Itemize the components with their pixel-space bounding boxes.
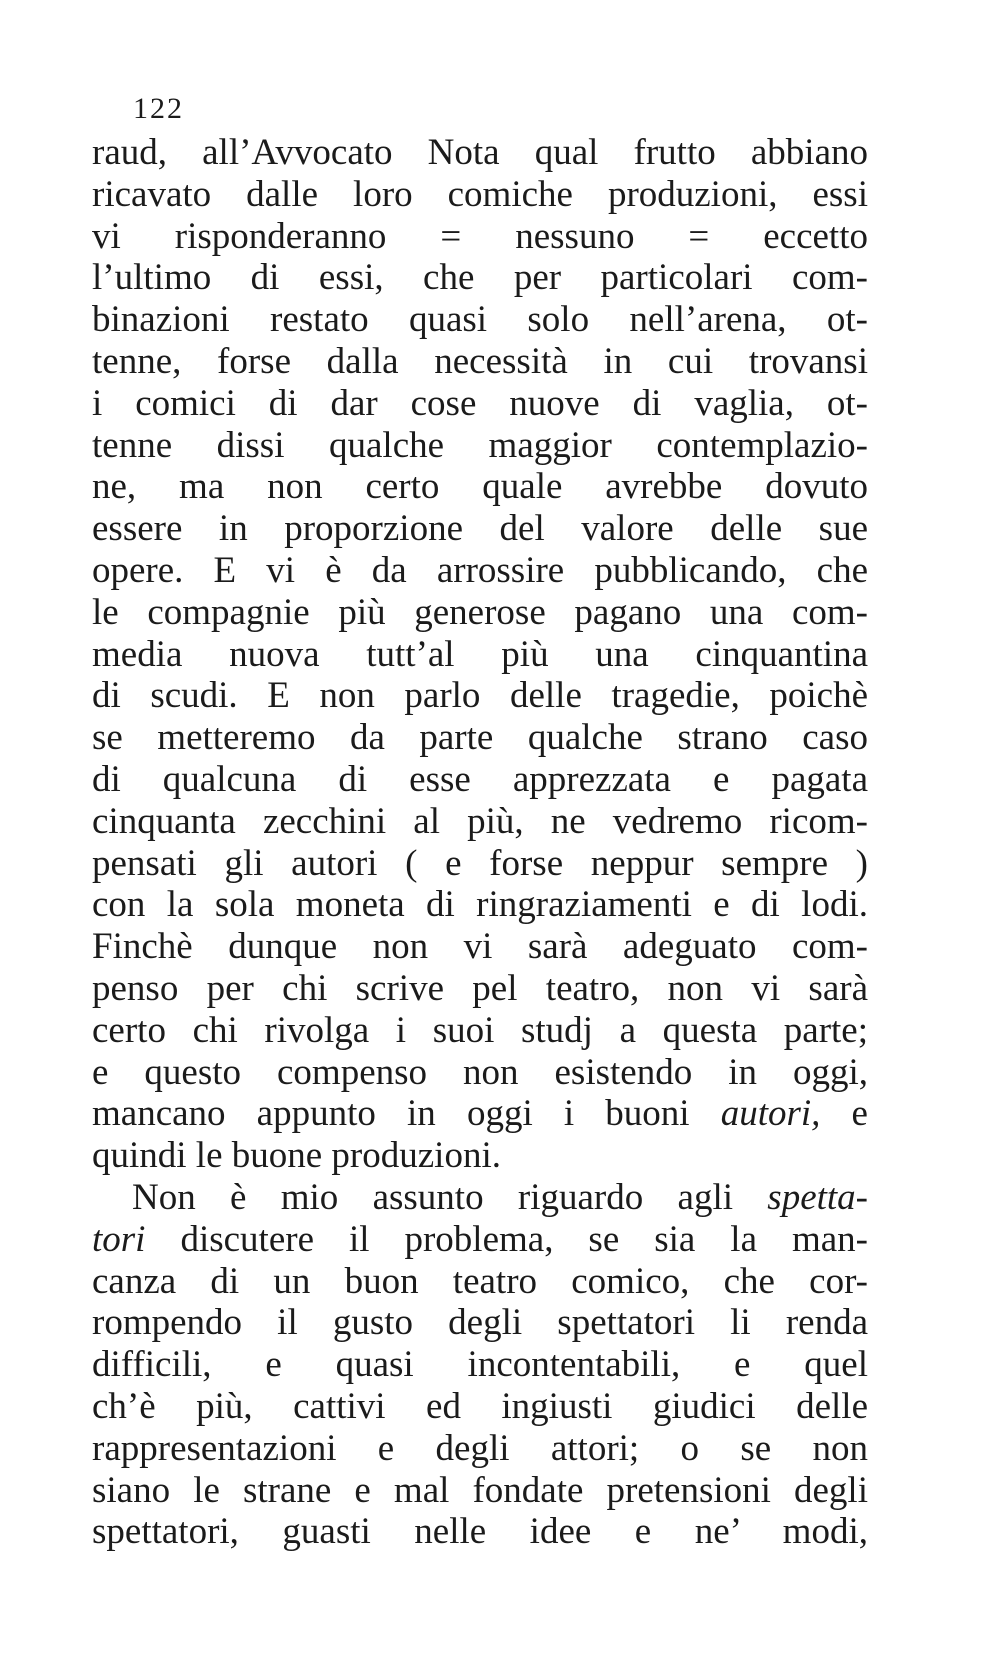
text-line	[92, 1093, 868, 1135]
text-run: Non è mio assunto riguardo agli	[132, 1176, 768, 1218]
text-run: di qualcuna di esse apprezzata e pagata	[92, 758, 868, 800]
text-run: spettatori, guasti nelle idee e ne’ modi,	[92, 1511, 868, 1553]
text-line	[92, 1470, 868, 1512]
text-run: essere in proporzione del valore delle sue	[92, 508, 868, 550]
text-line	[92, 926, 868, 968]
text-run: di scudi. E non parlo delle tragedie, poichè	[92, 675, 868, 717]
text-line	[92, 1261, 868, 1303]
text-line	[92, 592, 868, 634]
text-line	[92, 425, 868, 467]
text-run: i comici di dar cose nuove di vaglia, ot-	[92, 382, 868, 424]
text-line	[92, 508, 868, 550]
text-run: tori	[92, 1218, 146, 1260]
text-line	[92, 174, 868, 216]
text-run: se metteremo da parte qualche strano caso	[92, 717, 868, 759]
text-run: tenne, forse dalla necessità in cui trovansi	[92, 340, 868, 382]
text-run: canza di un buon teatro comico, che cor-	[92, 1260, 868, 1302]
text-line	[92, 1135, 868, 1177]
text-run: ch’è più, cattivi ed ingiusti giudici delle	[92, 1385, 868, 1427]
text-run: e questo compenso non esistendo in oggi,	[92, 1051, 868, 1093]
text-line	[92, 675, 868, 717]
text-line	[92, 843, 868, 885]
text-run: l’ultimo di essi, che per particolari com-	[92, 257, 868, 299]
text-run: le compagnie più generose pagano una com-	[92, 591, 868, 633]
text-run: vi risponderanno = nessuno = eccetto	[92, 215, 868, 257]
text-line	[92, 1219, 868, 1261]
text-run: pensati gli autori ( e forse neppur sempre )	[92, 842, 868, 884]
text-run: rappresentazioni e degli attori; o se non	[92, 1427, 868, 1469]
text-line	[92, 341, 868, 383]
text-run: mancano appunto in oggi i buoni	[92, 1093, 721, 1135]
text-run: certo chi rivolga i suoi studj a questa parte;	[92, 1009, 868, 1051]
text-line	[92, 884, 868, 926]
text-run: raud, all’Avvocato Nota qual frutto abbiano	[92, 132, 868, 173]
text-line	[92, 550, 868, 592]
page-text	[92, 132, 868, 1553]
text-run: e	[820, 1093, 868, 1135]
text-line	[92, 1177, 868, 1219]
text-line	[92, 1511, 868, 1553]
text-line	[92, 299, 868, 341]
text-line	[92, 383, 868, 425]
text-run: binazioni restato quasi solo nell’arena, ot-	[92, 299, 868, 341]
text-run: difficili, e quasi incontentabili, e quel	[92, 1344, 868, 1386]
text-line	[92, 216, 868, 258]
text-run: media nuova tutt’al più una cinquantina	[92, 633, 868, 675]
text-run: tenne dissi qualche maggior contemplazio-	[92, 424, 868, 466]
text-line	[92, 257, 868, 299]
text-run: Finchè dunque non vi sarà adeguato com-	[92, 926, 868, 968]
text-run: cinquanta zecchini al più, ne vedremo ricom-	[92, 800, 868, 842]
text-line	[92, 634, 868, 676]
text-line	[92, 801, 868, 843]
text-run: ricavato dalle loro comiche produzioni, essi	[92, 173, 868, 215]
text-line	[92, 1428, 868, 1470]
text-line	[92, 968, 868, 1010]
text-line	[92, 1344, 868, 1386]
text-line	[92, 717, 868, 759]
text-run: autori,	[720, 1093, 821, 1135]
text-run: discutere il problema, se sia la man-	[145, 1218, 868, 1260]
text-line	[92, 132, 868, 174]
page-number: 122	[133, 92, 184, 125]
text-run: siano le strane e mal fondate pretensioni degli	[92, 1469, 868, 1511]
text-run: penso per chi scrive pel teatro, non vi sarà	[92, 967, 868, 1009]
text-run: con la sola moneta di ringraziamenti e di lodi.	[92, 884, 868, 926]
text-line	[92, 1302, 868, 1344]
text-line	[92, 1052, 868, 1094]
text-line	[92, 759, 868, 801]
text-run: opere. E vi è da arrossire pubblicando, che	[92, 549, 868, 591]
text-line	[92, 1386, 868, 1428]
text-run: ne, ma non certo quale avrebbe dovuto	[92, 466, 868, 508]
text-run: rompendo il gusto degli spettatori li renda	[92, 1302, 868, 1344]
text-run: quindi le buone produzioni.	[92, 1135, 501, 1177]
text-line	[92, 1010, 868, 1052]
text-line	[92, 466, 868, 508]
text-run: spetta-	[767, 1176, 868, 1218]
